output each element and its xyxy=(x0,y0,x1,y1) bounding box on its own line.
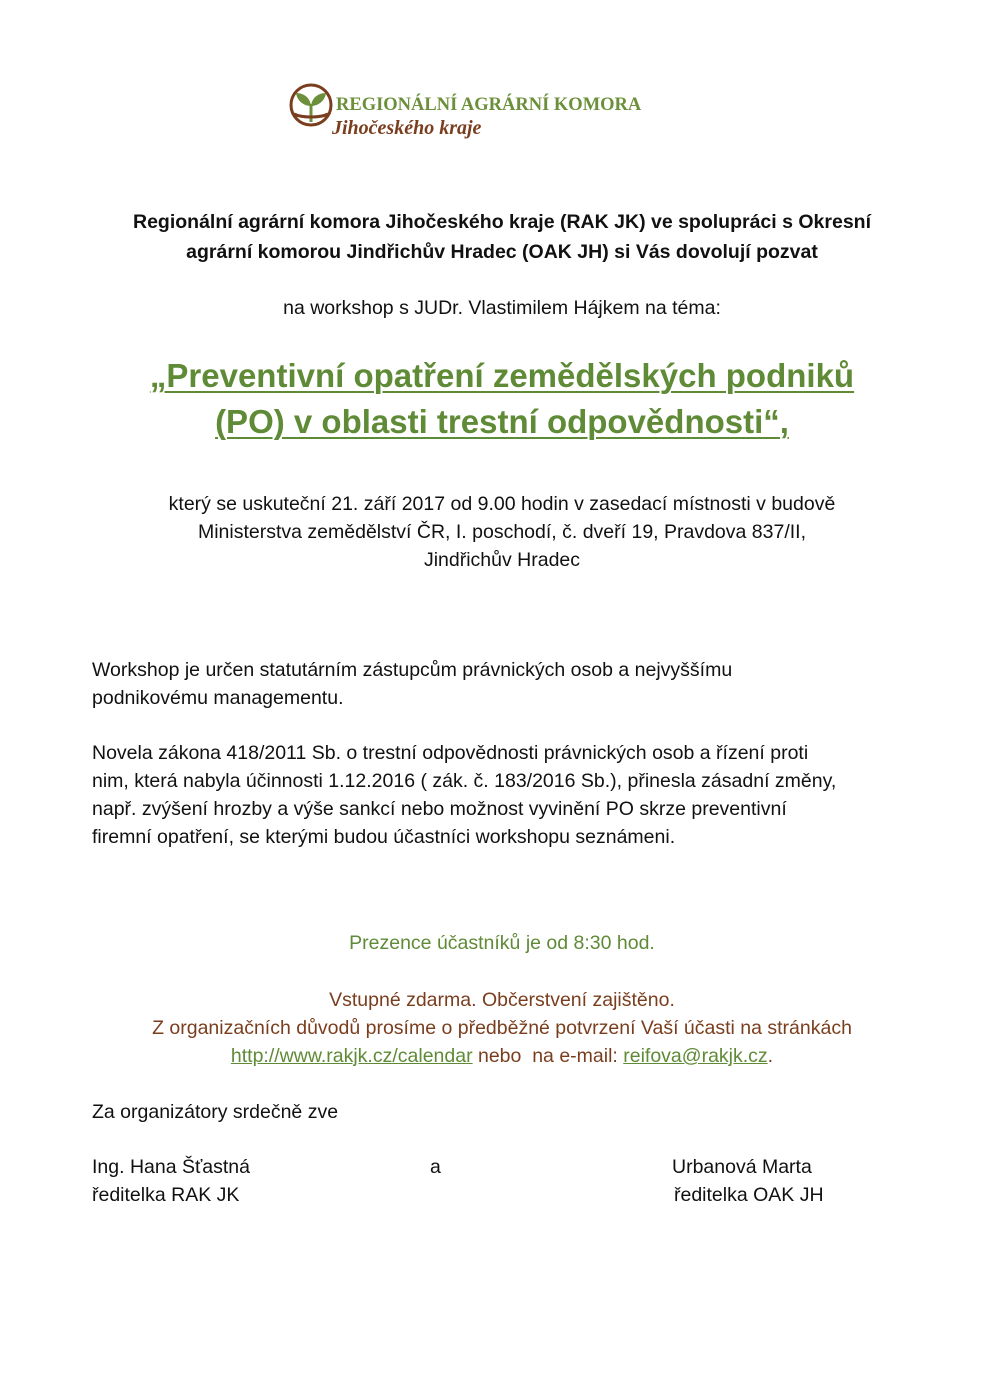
logo xyxy=(288,82,648,142)
paragraph1-line1: Workshop je určen statutárním zástupcům právnických osob a nejvyššímu xyxy=(92,659,733,681)
intro-line2: agrární komorou Jindřichův Hradec (OAK JH) si Vás dovolují pozvat xyxy=(186,241,818,263)
entry-middle: nebo na e-mail: xyxy=(472,1045,624,1067)
paragraph2-line4: firemní opatření, se kterými budou účastníci workshopu seznámeni. xyxy=(92,826,676,848)
intro-line1: Regionální agrární komora Jihočeského kraje (RAK JK) ve spolupráci s Okresní xyxy=(133,211,871,233)
details-line3: Jindřichův Hradec xyxy=(423,549,581,571)
left-signatory-name: Ing. Hana Šťastná xyxy=(92,1156,250,1178)
logo-line2: Jihočeského kraje xyxy=(332,117,482,139)
right-signatory-role: ředitelka OAK JH xyxy=(674,1184,824,1206)
logo-line1: REGIONÁLNÍ AGRÁRNÍ KOMORA xyxy=(336,95,642,115)
presence-text: Prezence účastníků je od 8:30 hod. xyxy=(349,932,655,954)
sprout-in-circle-icon xyxy=(288,82,334,128)
signature-conjunction: a xyxy=(430,1156,441,1178)
paragraph2-line2: nim, která nabyla účinnosti 1.12.2016 ( zák. č. 183/2016 Sb.), přinesla zásadní změny, xyxy=(92,770,837,792)
paragraph2-line1: Novela zákona 418/2011 Sb. o trestní odpovědnosti právnických osob a řízení proti xyxy=(92,742,809,764)
title-line2: (PO) v oblasti trestní odpovědnosti“, xyxy=(215,403,789,440)
details-line2: Ministerstva zemědělství ČR, I. poschodí, č. dveří 19, Pravdova 837/II, xyxy=(197,521,806,543)
right-signatory-name: Urbanová Marta xyxy=(672,1156,812,1178)
email-link[interactable]: reifova@rakjk.cz xyxy=(623,1045,768,1067)
calendar-link[interactable]: http://www.rakjk.cz/calendar xyxy=(230,1045,473,1067)
entry-line1: Vstupné zdarma. Občerstvení zajištěno. xyxy=(329,989,675,1011)
paragraph1-line2: podnikovému managementu. xyxy=(92,687,344,709)
lead-text: na workshop s JUDr. Vlastimilem Hájkem na téma: xyxy=(283,297,721,319)
entry-line2: Z organizačních důvodů prosíme o předběžné potvrzení Vaší účasti na stránkách xyxy=(152,1017,852,1039)
entry-end: . xyxy=(767,1045,774,1067)
details-line1: který se uskuteční 21. září 2017 od 9.00 hodin v zasedací místnosti v budově xyxy=(168,493,836,515)
title-line1: „Preventivní opatření zemědělských podniků xyxy=(149,357,855,394)
left-signatory-role: ředitelka RAK JK xyxy=(92,1184,240,1206)
invite-text: Za organizátory srdečně zve xyxy=(92,1101,339,1123)
entry-line3 xyxy=(0,1042,1004,1070)
paragraph2-line3: např. zvýšení hrozby a výše sankcí nebo možnost vyvinění PO skrze preventivní xyxy=(92,798,787,820)
